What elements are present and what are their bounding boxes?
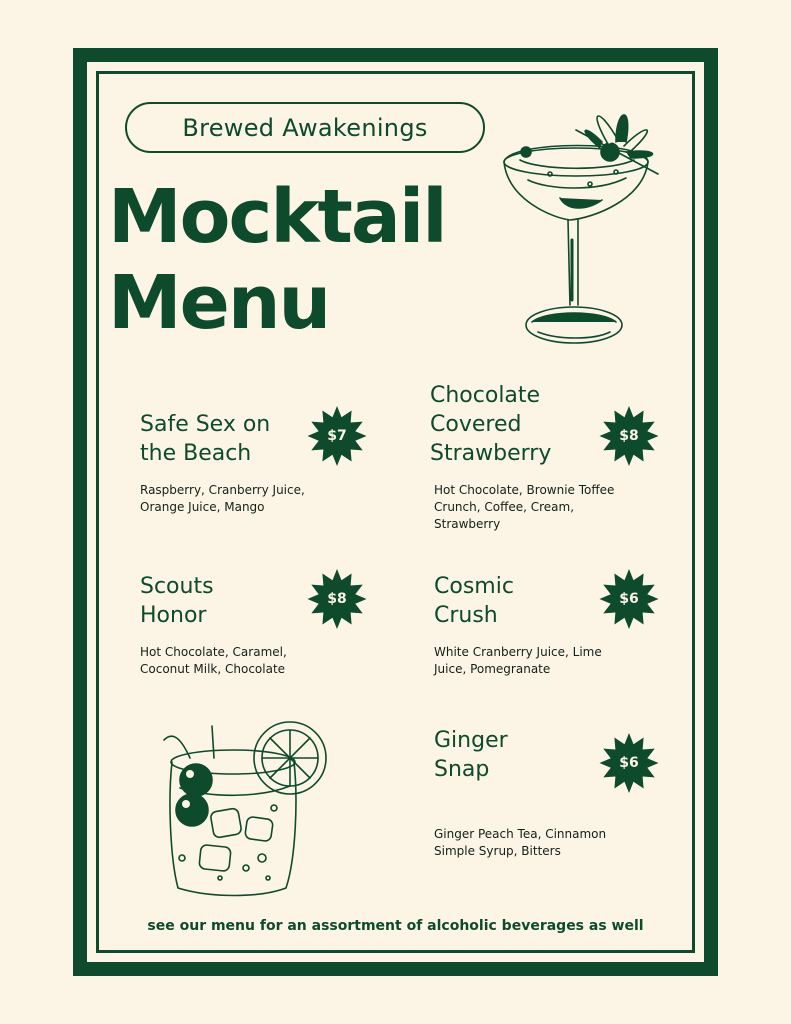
- price-label: $6: [619, 755, 639, 771]
- tumbler-glass-icon: [150, 718, 340, 900]
- price-label: $7: [327, 428, 347, 444]
- brand-name: Brewed Awakenings: [125, 102, 485, 153]
- menu-title-line-2: Menu: [108, 260, 330, 346]
- martini-glass-icon: [498, 100, 668, 352]
- item-name-scouts-honor: Scouts Honor: [140, 574, 214, 628]
- item-desc-safe-sex-on-the-beach: Raspberry, Cranberry Juice, Orange Juice, Mango: [140, 483, 305, 514]
- price-badge: [598, 732, 660, 794]
- price-badge: [306, 405, 368, 467]
- item-desc-scouts-honor: Hot Chocolate, Caramel, Coconut Milk, Chocolate: [140, 645, 287, 676]
- price-badge: [306, 568, 368, 630]
- item-desc-chocolate-covered-strawberry: Hot Chocolate, Brownie Toffee Crunch, Coffee, Cream, Strawberry: [434, 483, 615, 531]
- item-name-cosmic-crush: Cosmic Crush: [434, 574, 514, 628]
- item-desc-ginger-snap: Ginger Peach Tea, Cinnamon Simple Syrup, Bitters: [434, 827, 607, 858]
- footer-note: see our menu for an assortment of alcoholic beverages as well: [147, 918, 644, 934]
- item-name-ginger-snap: Ginger Snap: [434, 728, 508, 782]
- menu-title-line-1: Mocktail: [108, 174, 446, 260]
- price-badge: [598, 405, 660, 467]
- price-label: $8: [327, 591, 347, 607]
- item-desc-cosmic-crush: White Cranberry Juice, Lime Juice, Pomegranate: [434, 645, 602, 676]
- item-name-chocolate-covered-strawberry: Chocolate Covered Strawberry: [430, 383, 552, 466]
- price-label: $6: [619, 591, 639, 607]
- item-name-safe-sex-on-the-beach: Safe Sex on the Beach: [140, 412, 271, 466]
- price-label: $8: [619, 428, 639, 444]
- price-badge: [598, 568, 660, 630]
